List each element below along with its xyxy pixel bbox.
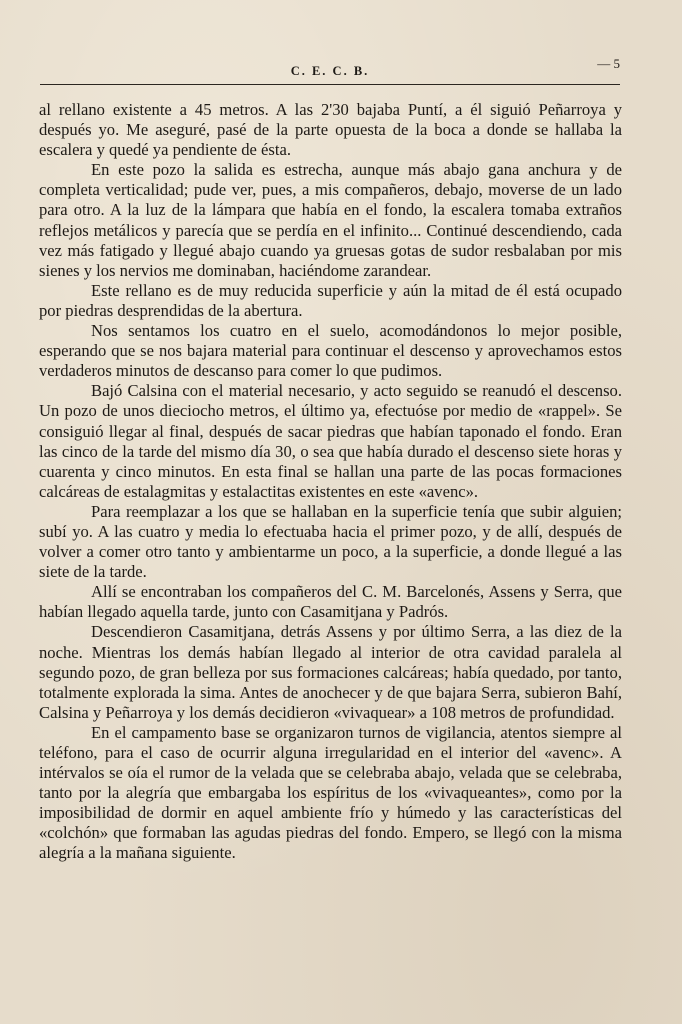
page-header xyxy=(40,56,620,85)
paragraph: En este pozo la salida es estrecha, aunque más abajo gana anchura y de completa verticalidad; pude ver, pues, a mis compañeros, debajo, moverse de un lado para otro. A la luz de la lámpara que había en el fondo, la escalera tomaba extraños reflejos metálicos y parecía que se perdía en el infinito... Continué descendiendo, cada vez más fatigado y llegué abajo cuando ya gruesas gotas de sudor resbalaban por mis sienes y los nervios me dominaban, haciéndome zarandear. xyxy=(39,160,622,280)
paragraph: Nos sentamos los cuatro en el suelo, acomodándonos lo mejor posible, esperando que se nos bajara material para continuar el descenso y aprovechamos estos verdaderos minutos de descanso para comer lo que pudimos. xyxy=(39,321,622,381)
running-head: C. E. C. B. xyxy=(290,64,370,78)
page-number: — 5 xyxy=(597,56,620,71)
paragraph: Allí se encontraban los compañeros del C. M. Barcelonés, Assens y Serra, que habían llegado aquella tarde, junto con Casamitjana y Padrós. xyxy=(39,582,622,622)
paragraph: al rellano existente a 45 metros. A las 2'30 bajaba Puntí, a él siguió Peñarroya y después yo. Me aseguré, pasé de la parte opuesta de la boca a donde se hallaba la escalera y quedé ya pendiente de ésta. xyxy=(39,100,622,160)
paragraph: Para reemplazar a los que se hallaban en la superficie tenía que subir alguien; subí yo. A las cuatro y media lo efectuaba hacia el primer pozo, y de allí, después de volver a comer otro tanto y ambientarme un poco, a la superficie, a donde llegué a las siete de la tarde. xyxy=(39,501,622,582)
paragraph: Descendieron Casamitjana, detrás Assens y por último Serra, a las diez de la noche. Mientras los demás habían llegado al interior de otra cavidad paralela al segundo pozo, de gran belleza por sus formaciones calcáreas; había quedado, por tanto, totalmente explorada la sima. Antes de anochecer y de que bajara Serra, subieron Bahí, Calsina y Peñarroya y los demás decidieron «vivaquear» a 108 metros de profundidad. xyxy=(39,622,622,722)
paragraph: Bajó Calsina con el material necesario, y acto seguido se reanudó el descenso. Un pozo de unos dieciocho metros, el último ya, efectuóse por medio de «rappel». Se consiguió llegar al final, después de sacar piedras que habían taponado el fondo. Eran las cinco de la tarde del mismo día 30, o sea que había durado el descenso siete horas y cuarenta y cinco minutos. En esta final se hallan una parte de las pocas formaciones calcáreas de estalagmitas y estalactitas existentes en este «avenc». xyxy=(39,381,622,501)
paragraph: En el campamento base se organizaron turnos de vigilancia, atentos siempre al teléfono, para el caso de ocurrir alguna irregularidad en el interior del «avenc». A intérvalos se oía el rumor de la velada que se celebraba abajo, velada que se celebraba, tanto por la alegría que embargaba los espíritus de los «vivaqueantes», como por la imposibilidad de dormir en aquel ambiente frío y húmedo y las características del «colchón» que formaban las agudas piedras del fondo. Empero, se llegó con la misma alegría a la mañana siguiente. xyxy=(39,722,622,863)
paragraph: Este rellano es de muy reducida superficie y aún la mitad de él está ocupado por piedras desprendidas de la abertura. xyxy=(39,280,622,320)
body-text xyxy=(39,100,622,864)
